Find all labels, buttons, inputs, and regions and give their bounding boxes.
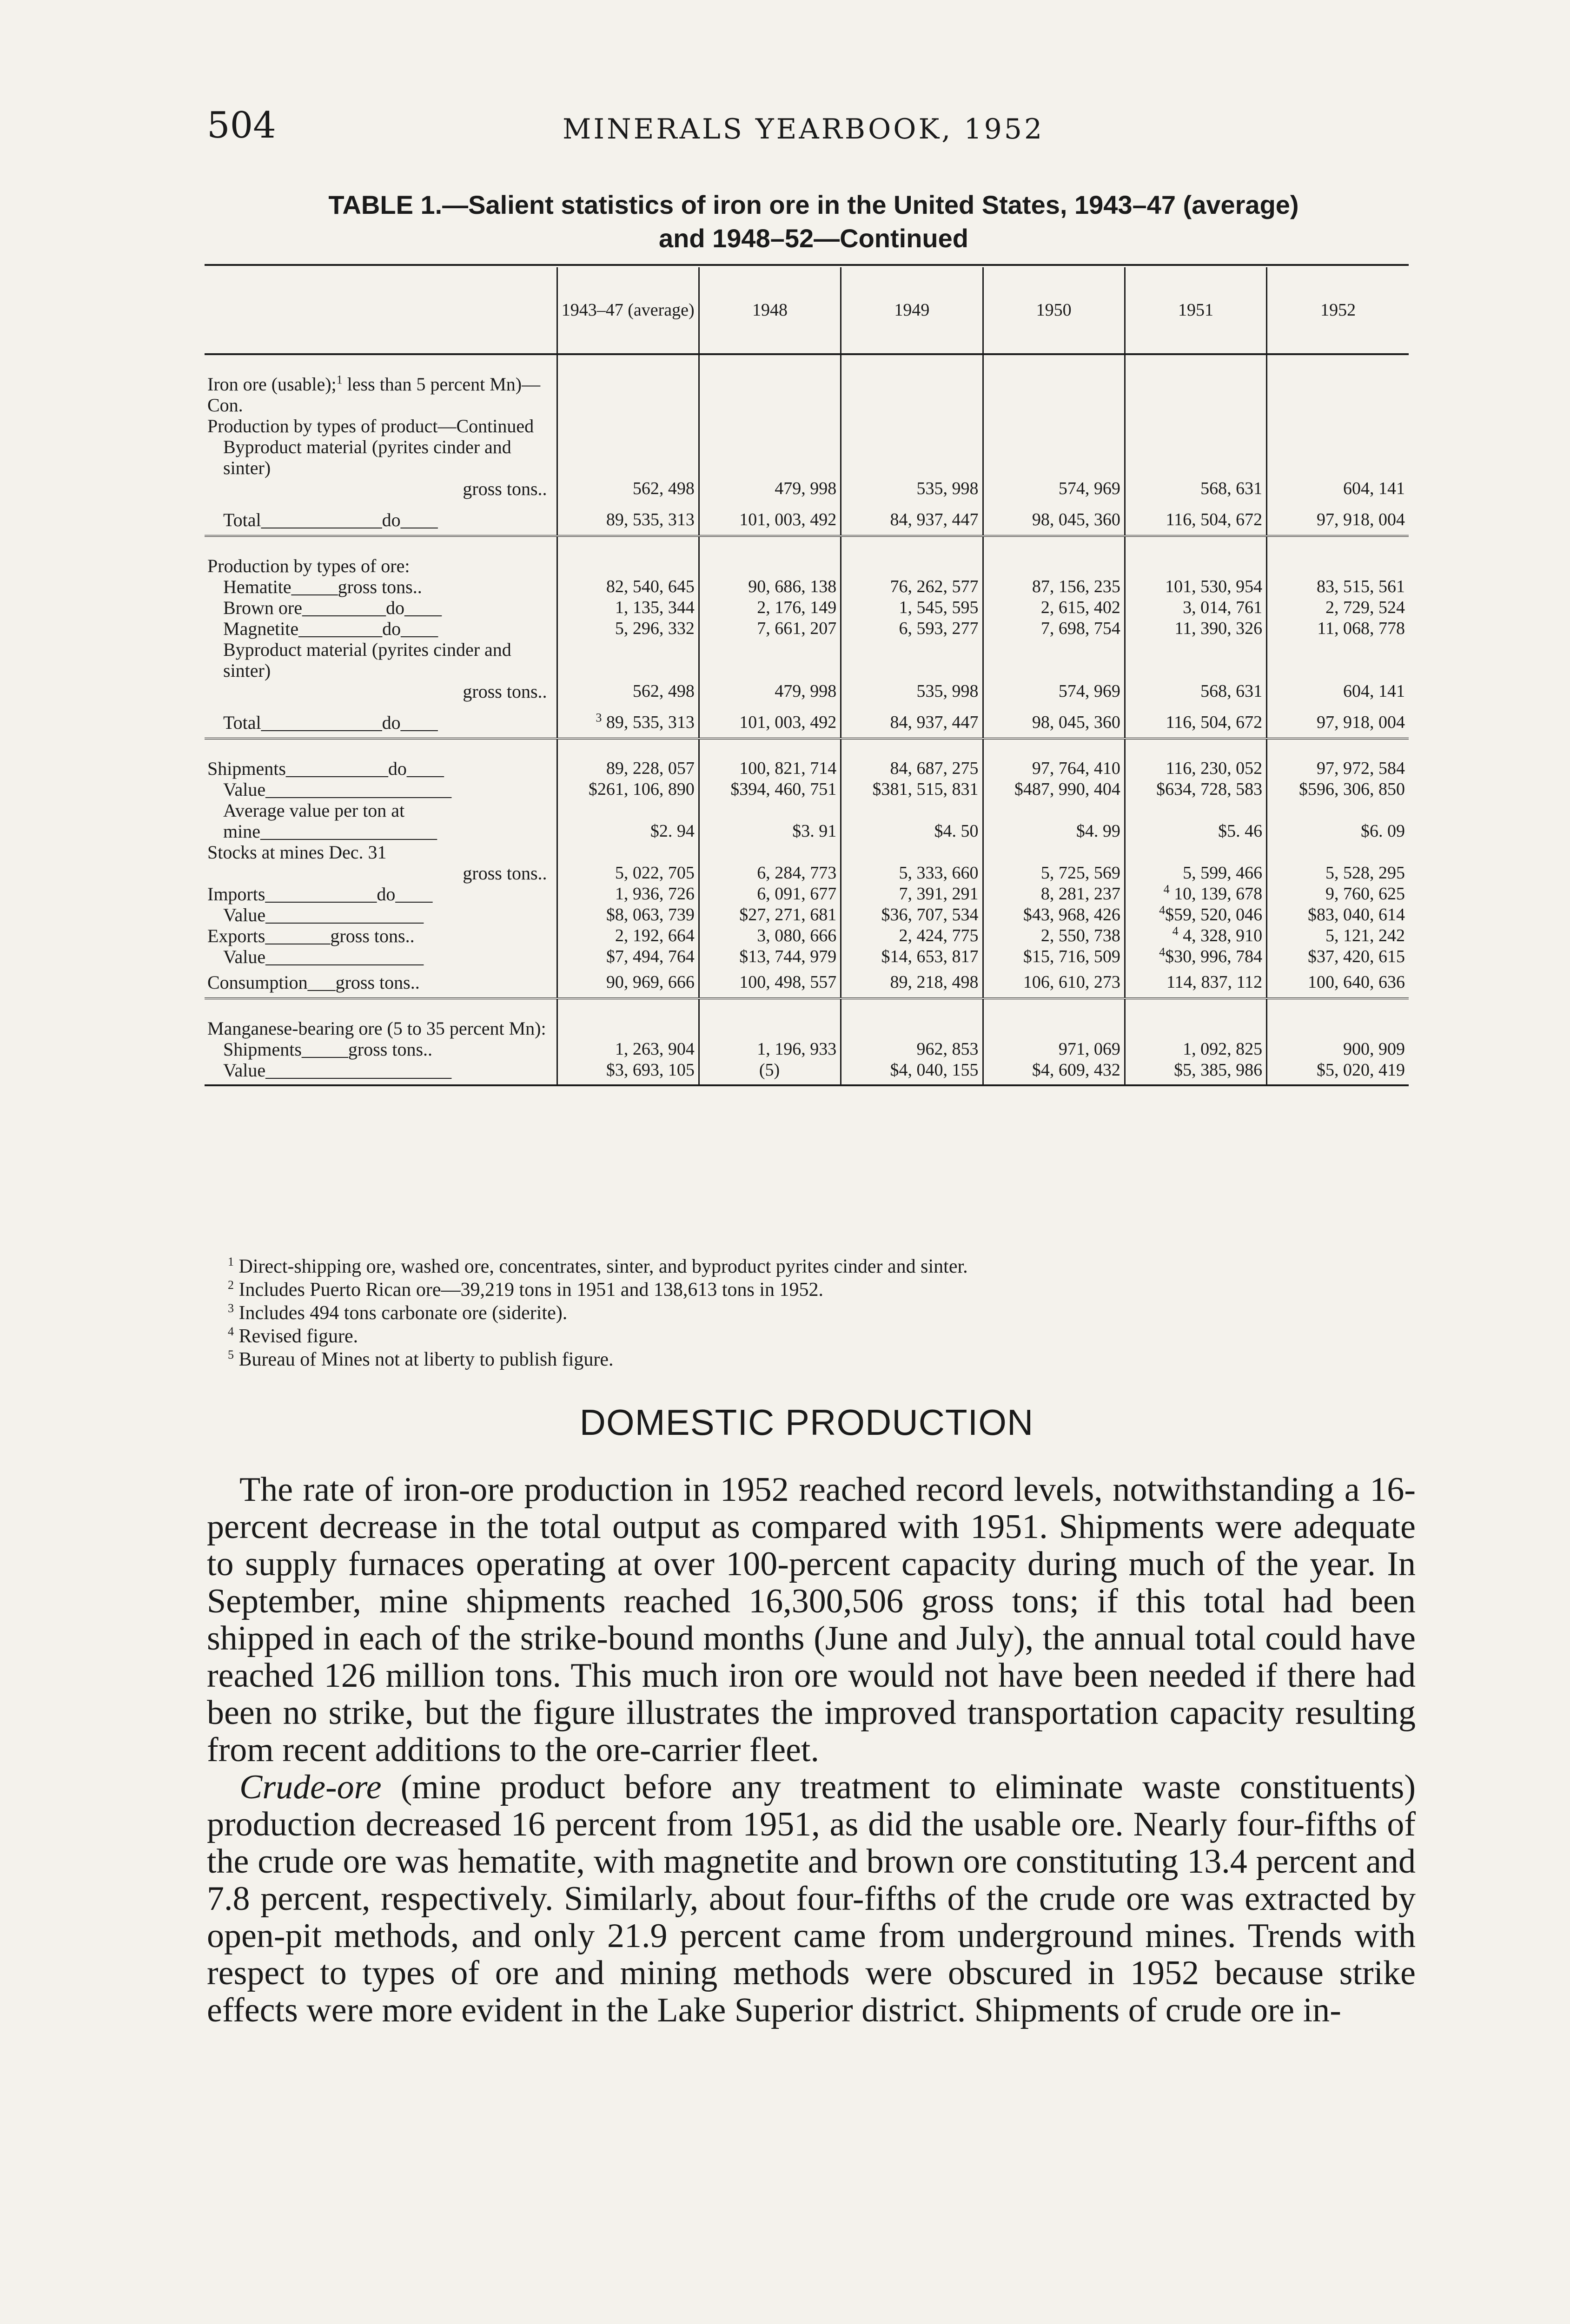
stub-header	[205, 267, 557, 354]
row-label: Value_________________	[223, 905, 424, 925]
table-cell: 562, 498	[557, 478, 699, 505]
table-cell: 604, 141	[1267, 681, 1409, 707]
table-cell: $83, 040, 614	[1267, 905, 1409, 925]
table-cell: 89, 228, 057	[557, 758, 699, 779]
table-cell: $15, 716, 509	[983, 946, 1125, 967]
table-cell: 2, 550, 738	[983, 925, 1125, 946]
table-cell: 116, 504, 672	[1125, 707, 1266, 739]
table-row	[205, 779, 1409, 800]
table-cell: 101, 003, 492	[699, 707, 841, 739]
table-cell: 562, 498	[557, 681, 699, 707]
table-cell: $487, 990, 404	[983, 779, 1125, 800]
table-cell: 90, 969, 666	[557, 967, 699, 998]
row-label: Manganese-bearing ore (5 to 35 percent Mn):	[207, 1018, 546, 1039]
table-cell: $36, 707, 534	[841, 905, 983, 925]
table-cell: 97, 918, 004	[1267, 505, 1409, 536]
table-caption-line2: and 1948–52—Continued	[659, 224, 968, 253]
table-cell: 900, 909	[1267, 1039, 1409, 1060]
table-cell: 971, 069	[983, 1039, 1125, 1060]
table-cell: 7, 391, 291	[841, 884, 983, 905]
table-cell: $37, 420, 615	[1267, 946, 1409, 967]
table-cell: 604, 141	[1267, 478, 1409, 505]
table-row	[205, 1060, 1409, 1085]
table-cell: 97, 918, 004	[1267, 707, 1409, 739]
table-cell: 101, 003, 492	[699, 505, 841, 536]
table-row	[205, 436, 1409, 478]
table-cell: $8, 063, 739	[557, 905, 699, 925]
table-cell: 100, 821, 714	[699, 758, 841, 779]
table-cell: 89, 535, 313	[557, 505, 699, 536]
table-cell: $5, 385, 986	[1125, 1060, 1266, 1085]
table-cell: $381, 515, 831	[841, 779, 983, 800]
page-number: 504	[207, 105, 276, 146]
table-row	[205, 905, 1409, 925]
table-cell: 89, 218, 498	[841, 967, 983, 998]
salient-statistics-table	[205, 267, 1409, 1086]
table-row	[205, 884, 1409, 905]
table-cell: 11, 068, 778	[1267, 618, 1409, 639]
table-cell: 1, 196, 933	[699, 1039, 841, 1060]
paragraph: Crude-ore (mine product before any treatment to eliminate waste constituents) production decreased 16 percent from 1951, as did the usable ore. Nearly four-fifths of the crude ore was hematite, with magnetite and brown ore constituting 13.4 percent and 7.8 percent, respectively. Similarly, about four-fifths of the crude ore was extracted by open-pit methods, and only 21.9 percent came from underground mines. Trends with respect to types of ore and mining methods were obscured in 1952 because strike effects were more evident in the Lake Superior district. Shipments of crude ore in-	[207, 1768, 1416, 2029]
table-cell: 1, 545, 595	[841, 597, 983, 618]
table-cell: 574, 969	[983, 478, 1125, 505]
table-row	[205, 842, 1409, 863]
table-cell: 8, 281, 237	[983, 884, 1125, 905]
column-header: 1949	[841, 267, 983, 354]
running-head	[207, 105, 1397, 156]
table-cell: 5, 022, 705	[557, 863, 699, 884]
footnote: $^5$ Bureau of Mines not at liberty to publish figure.	[228, 1348, 614, 1370]
table-cell: 962, 853	[841, 1039, 983, 1060]
table-cell: 479, 998	[699, 478, 841, 505]
table-cell: 1, 936, 726	[557, 884, 699, 905]
table-cell: 574, 969	[983, 681, 1125, 707]
row-label: Value____________________	[205, 1060, 557, 1085]
footnote: $^1$ Direct-shipping ore, washed ore, concentrates, sinter, and byproduct pyrites cinder and sinter.	[228, 1255, 968, 1277]
table-cell: 5, 599, 466	[1125, 863, 1266, 884]
row-label: Brown ore_________do____	[223, 597, 442, 618]
table-cell: $5. 46	[1125, 800, 1266, 842]
table-row	[205, 478, 1409, 505]
table-row	[205, 1018, 1409, 1039]
table-cell: 106, 610, 273	[983, 967, 1125, 998]
table-cell: 114, 837, 112	[1125, 967, 1266, 998]
table-cell: $5, 020, 419	[1267, 1060, 1409, 1085]
table-cell: 6, 091, 677	[699, 884, 841, 905]
table-cell: 479, 998	[699, 681, 841, 707]
row-label: Shipments_____gross tons..	[223, 1039, 433, 1060]
table-cell: 568, 631	[1125, 478, 1266, 505]
row-label: Exports_______gross tons..	[207, 925, 415, 946]
table-caption-line1: TABLE 1.—Salient statistics of iron ore in the United States, 1943–47 (average)	[328, 190, 1299, 219]
column-header: 1943–47 (average)	[557, 267, 699, 354]
table-cell: $4. 99	[983, 800, 1125, 842]
table-cell: 116, 230, 052	[1125, 758, 1266, 779]
table-cell: $394, 460, 751	[699, 779, 841, 800]
column-header: 1951	[1125, 267, 1266, 354]
column-header: 1950	[983, 267, 1125, 354]
table-cell: 2, 729, 524	[1267, 597, 1409, 618]
table-row-total	[205, 505, 1409, 536]
paragraph: The rate of iron-ore production in 1952 reached record levels, notwithstanding a 16-percent decrease in the total output as compared with 1951. Shipments were adequate to supply furnaces operating at over 100-percent capacity during much of the year. In September, mine shipments reached 16,300,506 gross tons; if this total had been shipped in each of the strike-bound months (June and July), the annual total could have reached 126 million tons. This much iron ore would not have been needed if there had been no strike, but the figure illustrates the improved transportation capacity resulting from recent additions to the ore-carrier fleet.	[207, 1471, 1416, 1769]
table-cell: $4. 50	[841, 800, 983, 842]
row-label: Shipments___________do____	[207, 758, 444, 779]
table-cell: 76, 262, 577	[841, 576, 983, 597]
footnotes	[228, 1255, 1390, 1371]
row-label: Production by types of ore:	[207, 555, 410, 576]
column-header: 1952	[1267, 267, 1409, 354]
table-cell: $634, 728, 583	[1125, 779, 1266, 800]
row-label: Byproduct material (pyrites cinder and sinter)	[223, 436, 511, 478]
table-cell: 101, 530, 954	[1125, 576, 1266, 597]
table-row	[205, 681, 1409, 707]
table-cell: 2, 615, 402	[983, 597, 1125, 618]
table-cell: $596, 306, 850	[1267, 779, 1409, 800]
table-cell: 98, 045, 360	[983, 505, 1125, 536]
section-heading: DOMESTIC PRODUCTION	[579, 1402, 1034, 1443]
table-cell: 535, 998	[841, 681, 983, 707]
table-row	[205, 925, 1409, 946]
table-cell: 87, 156, 235	[983, 576, 1125, 597]
table-cell: 83, 515, 561	[1267, 576, 1409, 597]
table-cell: 535, 998	[841, 478, 983, 505]
footnote: $^4$ Revised figure.	[228, 1325, 358, 1347]
table-cell: 2, 192, 664	[557, 925, 699, 946]
table-cell: $4, 609, 432	[983, 1060, 1125, 1085]
table-cell: 5, 725, 569	[983, 863, 1125, 884]
table-cell: 1, 092, 825	[1125, 1039, 1266, 1060]
table-cell: 97, 972, 584	[1267, 758, 1409, 779]
table-cell: 5, 121, 242	[1267, 925, 1409, 946]
table-cell: $6. 09	[1267, 800, 1409, 842]
table-cell: $^4$\$59, 520, 046	[1125, 905, 1266, 925]
row-label: Imports____________do____	[207, 884, 433, 905]
row-label: Value_________________	[223, 946, 424, 967]
table-cell: $14, 653, 817	[841, 946, 983, 967]
column-header: 1948	[699, 267, 841, 354]
table-cell: 90, 686, 138	[699, 576, 841, 597]
table-cell: 3, 014, 761	[1125, 597, 1266, 618]
table-row	[205, 374, 1409, 416]
table-cell: 1, 135, 344	[557, 597, 699, 618]
table-cell: $7, 494, 764	[557, 946, 699, 967]
table-cell: $3. 91	[699, 800, 841, 842]
table-cell: 5, 528, 295	[1267, 863, 1409, 884]
table-cell: $43, 968, 426	[983, 905, 1125, 925]
table-cell: $13, 744, 979	[699, 946, 841, 967]
table-top-rule	[205, 264, 1409, 266]
table-cell: 568, 631	[1125, 681, 1266, 707]
header-title: MINERALS YEARBOOK, 1952	[563, 113, 1045, 145]
table-cell: 7, 661, 207	[699, 618, 841, 639]
table-cell: 116, 504, 672	[1125, 505, 1266, 536]
table-row	[205, 967, 1409, 998]
row-label: Stocks at mines Dec. 31	[207, 842, 387, 863]
table-cell: 7, 698, 754	[983, 618, 1125, 639]
table-cell: 98, 045, 360	[983, 707, 1125, 739]
table-row	[205, 800, 1409, 842]
table-cell: 1, 263, 904	[557, 1039, 699, 1060]
footnote: $^3$ Includes 494 tons carbonate ore (siderite).	[228, 1301, 568, 1324]
table-row	[205, 576, 1409, 597]
table-cell: 100, 498, 557	[699, 967, 841, 998]
table-cell: $3, 693, 105	[557, 1060, 699, 1085]
row-label: gross tons..	[463, 681, 547, 702]
table-cell: 2, 176, 149	[699, 597, 841, 618]
row-label: Average value per ton at mine___________________	[223, 800, 437, 842]
table-cell: $2. 94	[557, 800, 699, 842]
table-row	[205, 639, 1409, 681]
table-cell: $^4$\$30, 996, 784	[1125, 946, 1266, 967]
table-cell: 5, 296, 332	[557, 618, 699, 639]
table-header-row	[205, 267, 1409, 354]
table-row	[205, 946, 1409, 967]
table-cell: 3, 080, 666	[699, 925, 841, 946]
table-caption	[205, 188, 1423, 255]
table-row	[205, 416, 1409, 436]
table-row	[205, 618, 1409, 639]
row-label: Magnetite_________do____	[223, 618, 438, 639]
row-label: Consumption___gross tons..	[205, 967, 557, 998]
table-row-total	[205, 707, 1409, 739]
table-cell: $261, 106, 890	[557, 779, 699, 800]
table-cell: 84, 937, 447	[841, 707, 983, 739]
table-cell: 97, 764, 410	[983, 758, 1125, 779]
table-cell: (5)	[699, 1060, 841, 1085]
table-cell: 6, 284, 773	[699, 863, 841, 884]
table-row	[205, 758, 1409, 779]
table-cell: 6, 593, 277	[841, 618, 983, 639]
footnote: $^2$ Includes Puerto Rican ore—39,219 tons in 1951 and 138,613 tons in 1952.	[228, 1278, 824, 1301]
row-label: Production by types of product—Continued	[207, 416, 534, 436]
table-cell: $27, 271, 681	[699, 905, 841, 925]
table-row	[205, 597, 1409, 618]
body-text	[207, 1471, 1416, 2029]
table-cell: 84, 687, 275	[841, 758, 983, 779]
table-cell: 100, 640, 636	[1267, 967, 1409, 998]
table-cell: 82, 540, 645	[557, 576, 699, 597]
row-label: Value____________________	[223, 779, 452, 800]
table-cell: 2, 424, 775	[841, 925, 983, 946]
row-label: Byproduct material (pyrites cinder and sinter)	[223, 639, 511, 681]
table-cell: 5, 333, 660	[841, 863, 983, 884]
row-label: Hematite_____gross tons..	[223, 576, 422, 597]
table-row	[205, 863, 1409, 884]
row-label: gross tons..	[463, 863, 547, 884]
table-row	[205, 1039, 1409, 1060]
row-label: Iron ore (usable);$^1$ less than 5 percent Mn)—Con.	[207, 374, 541, 416]
row-label: gross tons..	[463, 478, 547, 499]
table-cell: $4, 040, 155	[841, 1060, 983, 1085]
row-label: Total_____________do____	[205, 505, 557, 536]
table-cell: $^3$ 89, 535, 313	[557, 707, 699, 739]
row-label: Total_____________do____	[205, 707, 557, 739]
table-cell: $^4$ 4, 328, 910	[1125, 925, 1266, 946]
table-cell: 9, 760, 625	[1267, 884, 1409, 905]
table-row	[205, 555, 1409, 576]
table-cell: $^4$ 10, 139, 678	[1125, 884, 1266, 905]
table-cell: 84, 937, 447	[841, 505, 983, 536]
table-cell: 11, 390, 326	[1125, 618, 1266, 639]
